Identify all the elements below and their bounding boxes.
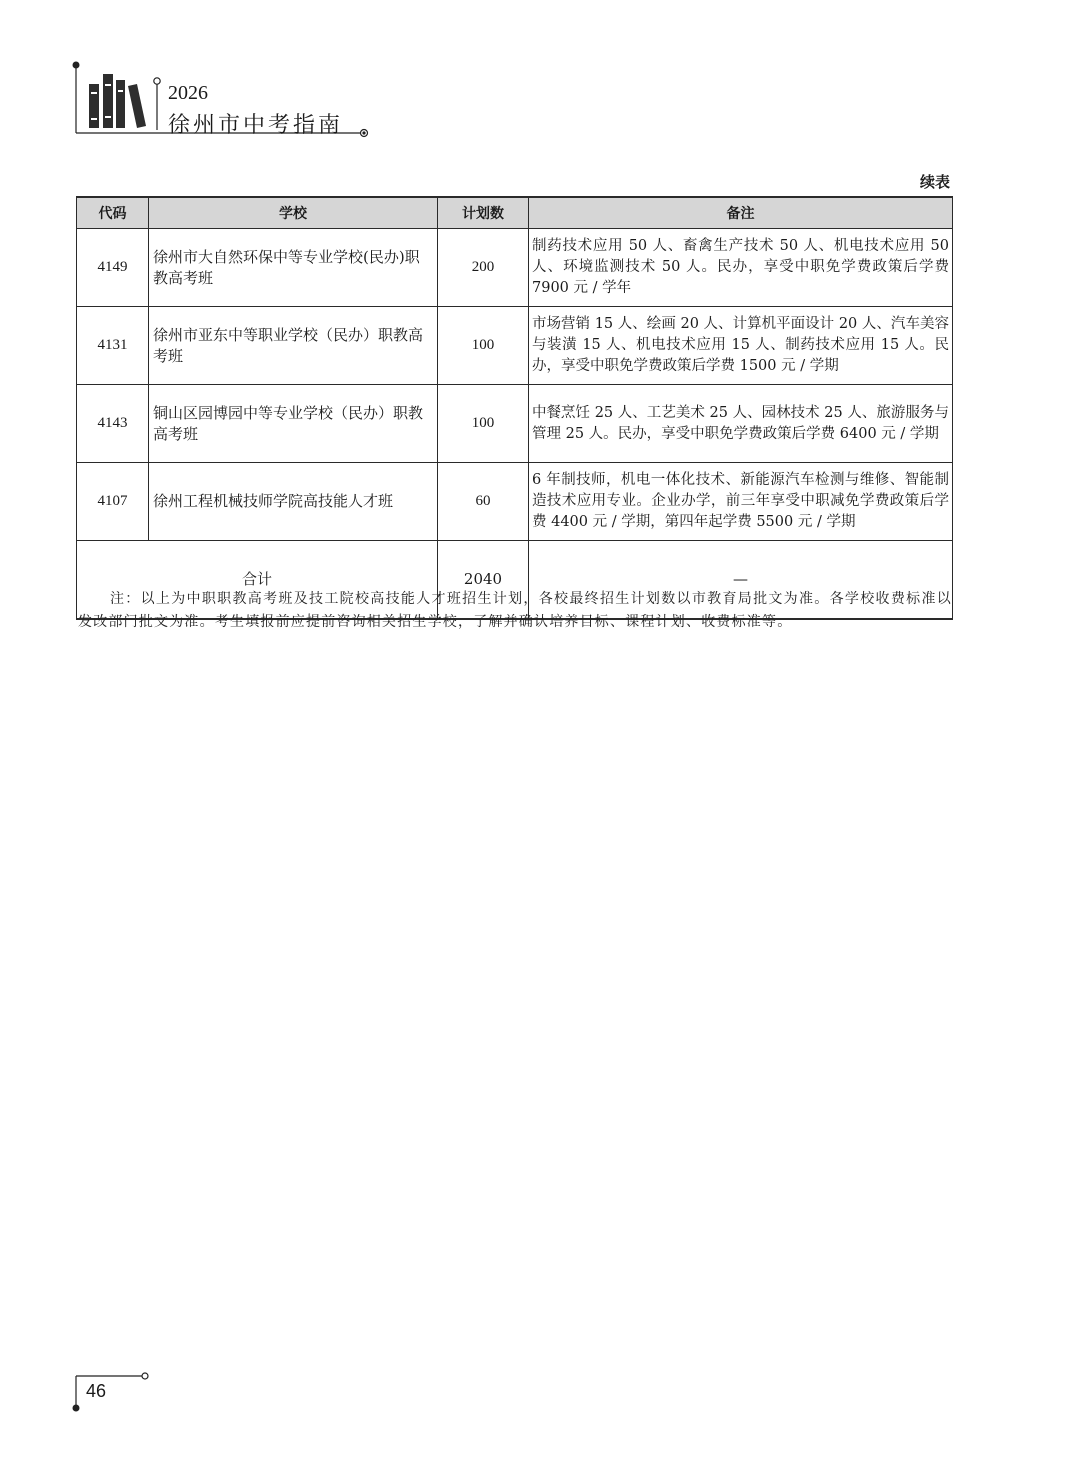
header-code: 代码 <box>77 197 149 229</box>
table-row <box>77 385 953 463</box>
guide-year: 2026 <box>168 82 208 104</box>
school-code: 4107 <box>77 463 149 541</box>
plan-count: 200 <box>438 229 529 307</box>
school-code: 4149 <box>77 229 149 307</box>
school-name: 徐州市大自然环保中等专业学校(民办)职教高考班 <box>149 229 438 307</box>
guide-title: 徐州市中考指南 <box>168 113 344 138</box>
header-note: 备注 <box>529 197 953 229</box>
total-label: 合计 <box>77 541 438 620</box>
header-school: 学校 <box>149 197 438 229</box>
remarks: 6 年制技师，机电一体化技术、新能源汽车检测与维修、智能制造技术应用专业。企业办学，前三年享受中职减免学费政策后学费 4400 元 / 学期，第四年起学费 5500 元 / 学期 <box>529 463 953 541</box>
remarks: 中餐烹饪 25 人、工艺美术 25 人、园林技术 25 人、旅游服务与管理 25 人。民办，享受中职免学费政策后学费 6400 元 / 学期 <box>529 385 953 463</box>
remarks: 制药技术应用 50 人、畜禽生产技术 50 人、机电技术应用 50 人、环境监测技术 50 人。民办，享受中职免学费政策后学费 7900 元 / 学年 <box>529 229 953 307</box>
page-header <box>0 0 1080 150</box>
school-name: 徐州工程机械技师学院高技能人才班 <box>149 463 438 541</box>
school-code: 4143 <box>77 385 149 463</box>
header-count: 计划数 <box>438 197 529 229</box>
school-name: 铜山区园博园中等专业学校（民办）职教高考班 <box>149 385 438 463</box>
table-header-row <box>77 197 953 229</box>
page-number: 46 <box>86 1381 107 1401</box>
table-row <box>77 307 953 385</box>
table-row <box>77 229 953 307</box>
plan-count: 100 <box>438 385 529 463</box>
total-note: — <box>529 541 953 620</box>
school-code: 4131 <box>77 307 149 385</box>
continued-label: 续表 <box>919 173 950 191</box>
plan-count: 60 <box>438 463 529 541</box>
plan-count: 100 <box>438 307 529 385</box>
footnote: 注：以上为中职职教高考班及技工院校高技能人才班招生计划，各校最终招生计划数以市教育局批文为准。各学校收费标准以发改部门批文为准。考生填报前应提前咨询相关招生学校，了解并确认培养目标、课程计划、收费标准等。 <box>78 591 952 630</box>
school-name: 徐州市亚东中等职业学校（民办）职教高考班 <box>149 307 438 385</box>
total-count: 2040 <box>438 541 529 620</box>
table-row <box>77 463 953 541</box>
books-icon <box>89 74 146 128</box>
remarks: 市场营销 15 人、绘画 20 人、计算机平面设计 20 人、汽车美容与装潢 15 人、机电技术应用 15 人、制药技术应用 15 人。民办，享受中职免学费政策后学费 1500 元 / 学期 <box>529 307 953 385</box>
enrollment-plan-table <box>76 196 953 620</box>
header-decoration <box>0 0 1080 150</box>
